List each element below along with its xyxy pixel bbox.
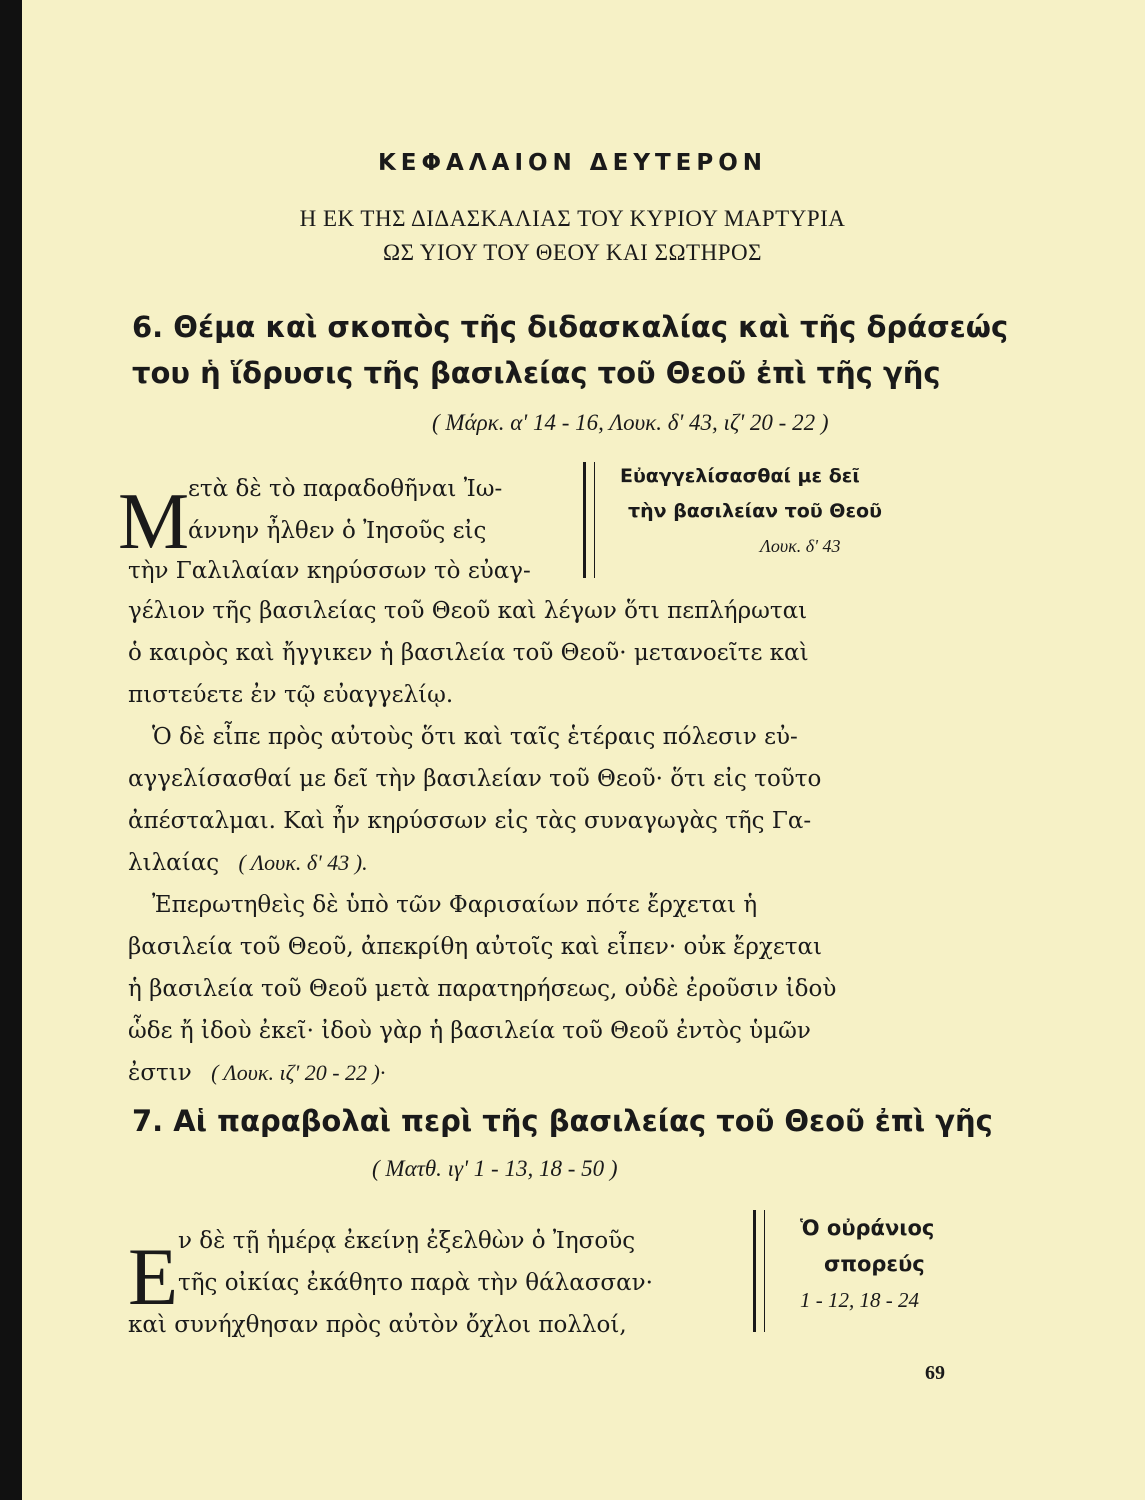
section-6-line-12: βασιλεία τοῦ Θεοῦ, ἀπεκρίθη αὐτοῖς καὶ εἶπεν· οὐκ ἔρχεται	[128, 934, 823, 960]
section-6-line-8: αγγελίσασθαί με δεῖ τὴν βασιλείαν τοῦ Θεοῦ· ὅτι εἰς τοῦτο	[128, 766, 822, 792]
margin-note-2-reference: 1 - 12, 18 - 24	[800, 1288, 919, 1312]
section-6-line-11: Ἐπερωτηθεὶς δὲ ὑπὸ τῶν Φαρισαίων πότε ἔρχεται ἡ	[152, 892, 758, 918]
section-7-line-3: καὶ συνήχθησαν πρὸς αὐτὸν ὄχλοι πολλοί,	[128, 1312, 627, 1338]
section-6-heading-line-2: του ἡ ἵδρυσις τῆς βασιλείας τοῦ Θεοῦ ἐπὶ τῆς γῆς	[132, 356, 941, 390]
margin-note-2-line-1: Ὁ οὐράνιος	[800, 1216, 935, 1240]
margin-rule-thick	[583, 462, 586, 578]
inline-reference-2: ( Λουκ. ιζ' 20 - 22 )·	[211, 1060, 386, 1085]
section-6-line-3: τὴν Γαλιλαίαν κηρύσσων τὸ εὐαγ-	[128, 558, 531, 584]
margin-note-line-2: τὴν βασιλείαν τοῦ Θεοῦ	[628, 500, 882, 522]
section-6-line-2: άννην ἦλθεν ὁ Ἰησοῦς εἰς	[188, 518, 487, 544]
section-6-line-4: γέλιον τῆς βασιλείας τοῦ Θεοῦ καὶ λέγων ὅτι πεπλήρωται	[128, 598, 808, 624]
margin-note-2-line-2: σπορεύς	[824, 1252, 925, 1276]
chapter-subtitle-line-1: Η ΕΚ ΤΗΣ ΔΙΔΑΣΚΑΛΙΑΣ ΤΟΥ ΚΥΡΙΟΥ ΜΑΡΤΥΡΙΑ	[299, 206, 846, 231]
section-6-line-6: πιστεύετε ἐν τῷ εὐαγγελίῳ.	[128, 682, 454, 708]
section-7-line-1: ν δὲ τῇ ἡμέρᾳ ἐκείνῃ ἐξελθὼν ὁ Ἰησοῦς	[178, 1228, 636, 1254]
section-6-heading-line-1: 6. Θέμα καὶ σκοπὸς τῆς διδασκαλίας καὶ τῆς δράσεώς	[132, 310, 1009, 344]
section-6-line-5: ὁ καιρὸς καὶ ἤγγικεν ἡ βασιλεία τοῦ Θεοῦ· μετανοεῖτε καὶ	[128, 640, 809, 666]
section-6-line-10	[128, 850, 368, 876]
margin-note-line-1: Εὐαγγελίσασθαί με δεῖ	[620, 465, 860, 487]
margin-note-reference: Λουκ. δ' 43	[760, 536, 841, 556]
section-6-line-7: Ὁ δὲ εἶπε πρὸς αὐτοὺς ὅτι καὶ ταῖς ἑτέραις πόλεσιν εὐ-	[152, 724, 798, 750]
section-6-line-13: ἡ βασιλεία τοῦ Θεοῦ μετὰ παρατηρήσεως, οὐδὲ ἐροῦσιν ἰδοὺ	[128, 976, 837, 1002]
section-7-line-2: τῆς οἰκίας ἐκάθητο παρὰ τὴν θάλασσαν·	[178, 1270, 653, 1296]
section-6-line-15-text: ἐστιν	[128, 1060, 192, 1086]
margin-rule-thin	[594, 462, 595, 578]
margin-rule-thick-2	[753, 1210, 756, 1332]
section-6-line-10-text: λιλαίας	[128, 850, 220, 876]
inline-reference-1: ( Λουκ. δ' 43 ).	[238, 850, 368, 875]
margin-rule-thin-2	[764, 1210, 765, 1332]
section-7-reference: ( Ματθ. ιγ' 1 - 13, 18 - 50 )	[372, 1156, 618, 1181]
section-6-line-15	[128, 1060, 385, 1086]
section-6-dropcap: Μ	[118, 478, 190, 566]
section-6-line-14: ὧδε ἤ ἰδοὺ ἐκεῖ· ἰδοὺ γὰρ ἡ βασιλεία τοῦ Θεοῦ ἐντὸς ὑμῶν	[128, 1018, 811, 1044]
chapter-subtitle-line-2: ΩΣ ΥΙΟΥ ΤΟΥ ΘΕΟΥ ΚΑΙ ΣΩΤΗΡΟΣ	[383, 240, 762, 265]
page-number: 69	[925, 1362, 945, 1384]
section-6-line-1: ετὰ δὲ τὸ παραδοθῆναι Ἰω-	[188, 476, 503, 502]
section-6-reference: ( Μάρκ. α' 14 - 16, Λουκ. δ' 43, ιζ' 20 - 22 )	[432, 410, 829, 435]
section-7-dropcap: Ε	[128, 1231, 179, 1322]
section-6-line-9: ἀπέσταλμαι. Καὶ ἦν κηρύσσων εἰς τὰς συναγωγὰς τῆς Γα-	[128, 808, 812, 834]
section-7-heading: 7. Αἱ παραβολαὶ περὶ τῆς βασιλείας τοῦ Θεοῦ ἐπὶ γῆς	[132, 1104, 993, 1138]
chapter-title: ΚΕΦΑΛΑΙΟΝ ΔΕΥΤΕΡΟΝ	[377, 150, 768, 176]
